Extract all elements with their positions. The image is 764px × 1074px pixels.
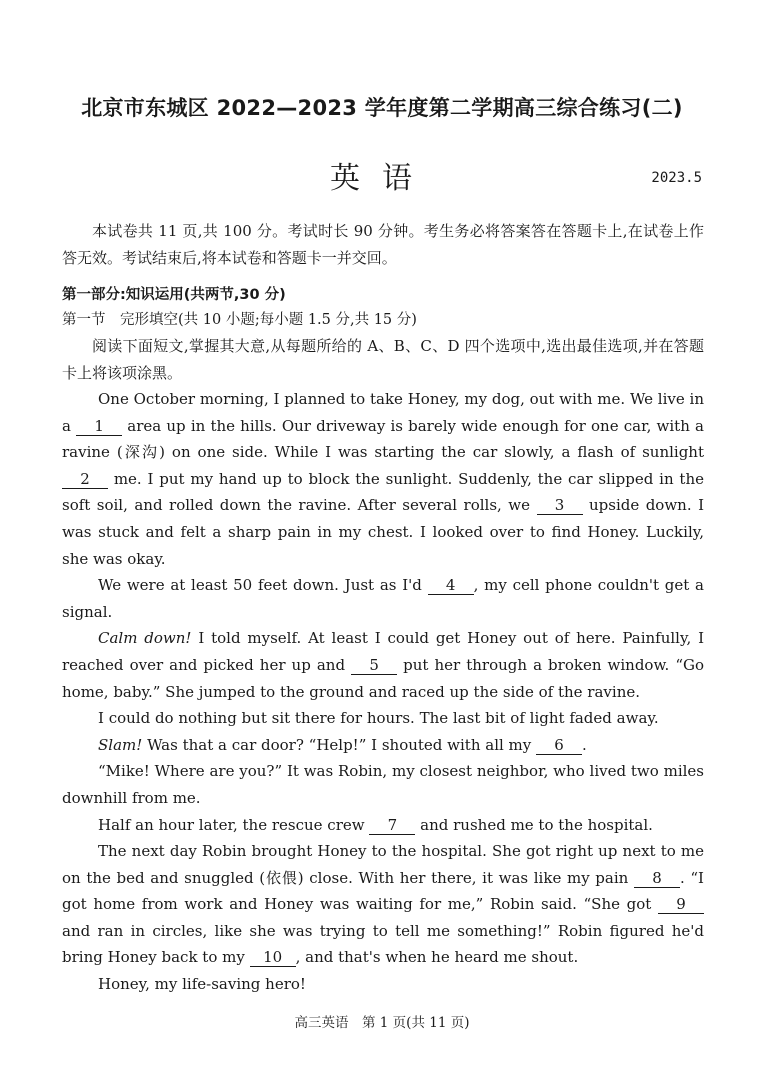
passage-paragraph: I could do nothing but sit there for hours. The last bit of light faded away. (98, 709, 659, 728)
section1-heading: 第一节 完形填空(共 10 小题;每小题 1.5 分,共 15 分) (62, 312, 417, 328)
passage-paragraph: The next day Robin brought Honey to the hospital. She got right up next to me on the bed and snuggled (依偎) close. With her there, it was like my pain 8 . “I got home from work and Honey was waiting for me,” Robin said. “She got 9 and ran in circles, like she was trying to tell me something!” Robin figured he'd bring Honey back to my 10 , and that's when he heard me shout. (62, 842, 704, 967)
intro-paragraph: 本试卷共 11 页,共 100 分。考试时长 90 分钟。考生务必将答案答在答题卡上,在试卷上作答无效。考试结束后,将本试卷和答题卡一并交回。 (62, 222, 704, 267)
page-footer: 高三英语 第 1 页(共 11 页) (294, 1015, 470, 1031)
exam-title: 北京市东城区 2022—2023 学年度第二学期高三综合练习(二) (81, 96, 683, 120)
blank-4: 4 (428, 577, 474, 595)
blank-5: 5 (351, 657, 397, 675)
passage-paragraph: “Mike! Where are you?” It was Robin, my closest neighbor, who lived two miles downhill from me. (62, 762, 704, 807)
passage-paragraph: Half an hour later, the rescue crew 7 and rushed me to the hospital. (98, 815, 653, 834)
passage-paragraph: Slam! Was that a car door? “Help!” I shouted with all my 6 . (98, 735, 587, 754)
blank-6: 6 (536, 737, 582, 755)
part1-heading: 第一部分:知识运用(共两节,30 分) (62, 287, 286, 303)
blank-9: 9 (658, 896, 704, 914)
passage (62, 386, 704, 998)
blank-10: 10 (250, 949, 296, 967)
passage-paragraph: One October morning, I planned to take Honey, my dog, out with me. We live in a 1 area up in the hills. Our driveway is barely wide enough for one car, with a ravine (深沟) on one side. While I was starting the car slowly, a flash of sunlight 2 me. I put my hand up to block the sunlight. Suddenly, the car slipped in the soft soil, and rolled down the ravine. After several rolls, we 3 upside down. I was stuck and felt a sharp pain in my chest. I looked over to find Honey. Luckily, she was okay. (62, 390, 704, 568)
blank-3: 3 (537, 497, 583, 515)
subject-title: 英语 (330, 161, 434, 196)
blank-7: 7 (369, 817, 415, 835)
exam-date: 2023.5 (651, 170, 702, 186)
passage-paragraph: Calm down! I told myself. At least I could get Honey out of here. Painfully, I reached over and picked her up and 5 put her through a broken window. “Go home, baby.” She jumped to the ground and raced up the side of the ravine. (62, 629, 704, 701)
passage-paragraph: We were at least 50 feet down. Just as I'd 4 , my cell phone couldn't get a signal. (62, 576, 704, 621)
section1-instructions: 阅读下面短文,掌握其大意,从每题所给的 A、B、C、D 四个选项中,选出最佳选项,并在答题卡上将该项涂黑。 (62, 337, 704, 382)
blank-8: 8 (634, 870, 680, 888)
passage-paragraph: Honey, my life-saving hero! (98, 975, 306, 994)
blank-2: 2 (62, 471, 108, 489)
blank-1: 1 (76, 418, 122, 436)
